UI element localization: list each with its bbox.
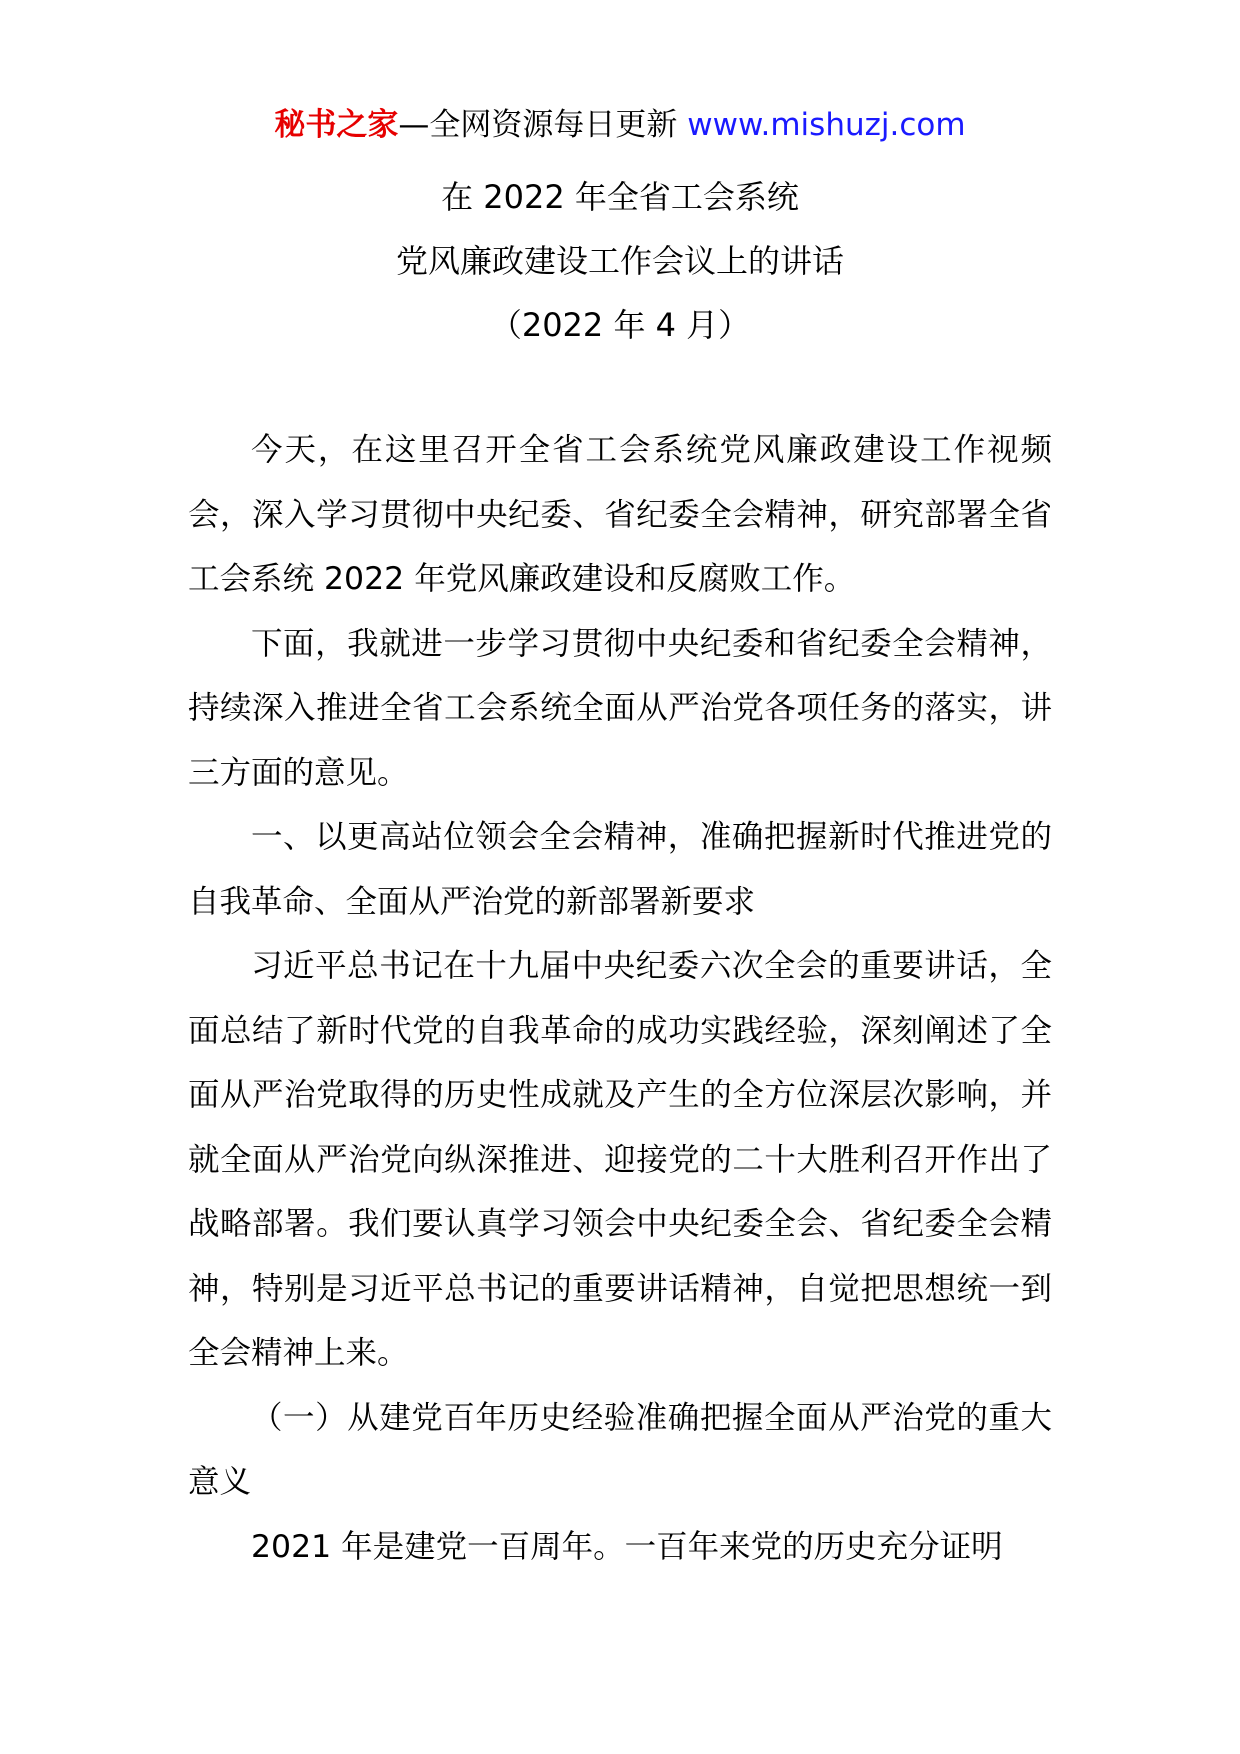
paragraph: 下面，我就进一步学习贯彻中央纪委和省纪委全会精神，持续深入推进全省工会系统全面从严治党各项任务的落实，讲三方面的意见。 xyxy=(188,625,1052,791)
brand-name: 秘书之家 xyxy=(274,107,399,143)
paragraph: 今天，在这里召开全省工会系统党风廉政建设工作视频会，深入学习贯彻中央纪委、省纪委全会精神，研究部署全省工会系统 2022 年党风廉政建设和反腐败工作。 xyxy=(188,432,1052,597)
section-heading: 一、以更高站位领会全会精神，准确把握新时代推进党的自我革命、全面从严治党的新部署新要求 xyxy=(188,819,1052,920)
subsection-heading: （一）从建党百年历史经验准确把握全面从严治党的重大意义 xyxy=(188,1399,1052,1500)
paragraph: 2021 年是建党一百周年。一百年来党的历史充分证明 xyxy=(251,1528,1003,1565)
title-line-2: 党风廉政建设工作会议上的讲话 xyxy=(395,242,844,280)
title-date: （2022 年 4 月） xyxy=(489,306,751,344)
paragraph: 习近平总书记在十九届中央纪委六次全会的重要讲话，全面总结了新时代党的自我革命的成功实践经验，深刻阐述了全面从严治党取得的历史性成就及产生的全方位深层次影响，并就全面从严治党向纵深推进、迎接党的二十大胜利召开作出了战略部署。我们要认真学习领会中央纪委全会、省纪委全会精神，特别是习近平总书记的重要讲话精神，自觉把思想统一到全会精神上来。 xyxy=(188,948,1052,1371)
speech-body xyxy=(188,418,1052,1579)
header-tagline: —全网资源每日更新 xyxy=(398,107,688,143)
speech-title xyxy=(0,165,1240,357)
site-header xyxy=(0,103,1240,147)
site-url-link[interactable]: www.mishuzj.com xyxy=(687,107,966,143)
title-line-1: 在 2022 年全省工会系统 xyxy=(441,178,799,216)
